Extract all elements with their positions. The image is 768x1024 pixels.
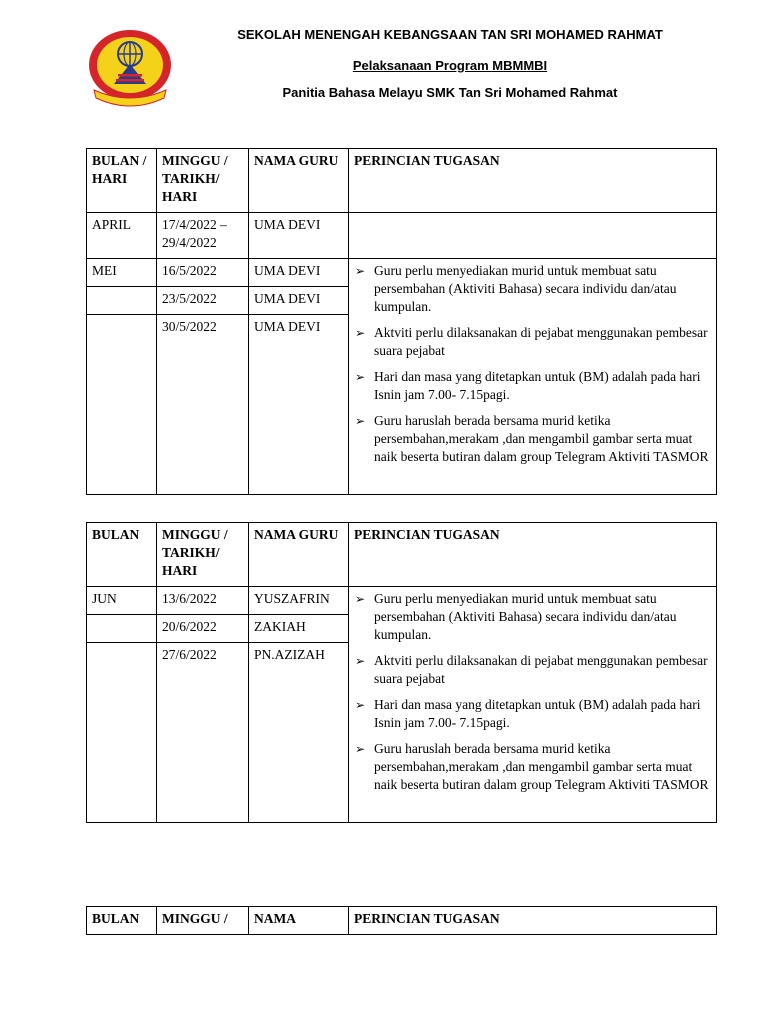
col-header-week: MINGGU / TARIKH/ HARI — [157, 149, 249, 213]
task-item: ➢ Hari dan masa yang ditetapkan untuk (BM) adalah pada hari Isnin jam 7.00- 7.15pagi. — [355, 369, 701, 402]
col-header-task: PERINCIAN TUGASAN — [349, 149, 717, 213]
col-header-month: BULAN — [87, 523, 157, 587]
col-header-teacher: NAMA — [249, 907, 349, 935]
schedule-table-1 — [86, 148, 717, 495]
schedule-table-2 — [86, 522, 717, 823]
task-list — [354, 590, 711, 794]
col-header-teacher: NAMA GURU — [249, 149, 349, 213]
col-header-task: PERINCIAN TUGASAN — [349, 907, 717, 935]
arrow-bullet-icon: ➢ — [355, 370, 366, 384]
arrow-bullet-icon: ➢ — [355, 742, 366, 756]
arrow-bullet-icon: ➢ — [355, 326, 366, 340]
arrow-bullet-icon: ➢ — [355, 654, 366, 668]
panel-title: Panitia Bahasa Melayu SMK Tan Sri Mohamed Rahmat — [282, 85, 618, 100]
teacher-cell: UMA DEVI — [249, 213, 349, 259]
task-item: ➢ Aktviti perlu dilaksanakan di pejabat menggunakan pembesar suara pejabat — [355, 325, 708, 358]
task-item: ➢ Aktviti perlu dilaksanakan di pejabat menggunakan pembesar suara pejabat — [355, 653, 708, 686]
col-header-teacher: NAMA GURU — [249, 523, 349, 587]
table-row — [87, 587, 717, 615]
task-details-cell — [349, 259, 717, 495]
month-cell: APRIL — [87, 213, 157, 259]
month-cell — [87, 315, 157, 495]
date-cell: 13/6/2022 — [157, 587, 249, 615]
arrow-bullet-icon: ➢ — [355, 698, 366, 712]
col-header-week: MINGGU / — [157, 907, 249, 935]
task-list — [354, 262, 711, 466]
table-header-row — [87, 523, 717, 587]
date-cell: 20/6/2022 — [157, 615, 249, 643]
table-header-row — [87, 907, 717, 935]
month-cell — [87, 643, 157, 823]
month-cell — [87, 615, 157, 643]
arrow-bullet-icon: ➢ — [355, 264, 366, 278]
table-header-row — [87, 149, 717, 213]
date-cell: 16/5/2022 — [157, 259, 249, 287]
col-header-task: PERINCIAN TUGASAN — [349, 523, 717, 587]
month-cell — [87, 287, 157, 315]
col-header-month: BULAN — [87, 907, 157, 935]
month-cell: MEI — [87, 259, 157, 287]
task-item: ➢ Hari dan masa yang ditetapkan untuk (BM) adalah pada hari Isnin jam 7.00- 7.15pagi. — [355, 697, 701, 730]
teacher-cell: PN.AZIZAH — [249, 643, 349, 823]
task-item: ➢ Guru haruslah berada bersama murid ketika persembahan,merakam ,dan mengambil gambar serta muat naik beserta butiran dalam group Telegram Aktiviti TASMOR — [355, 741, 709, 792]
task-item: ➢ Guru perlu menyediakan murid untuk membuat satu persembahan (Aktiviti Bahasa) secara individu dan/atau kumpulan. — [355, 591, 677, 642]
task-details-cell — [349, 587, 717, 823]
task-item: ➢ Guru haruslah berada bersama murid ketika persembahan,merakam ,dan mengambil gambar serta muat naik beserta butiran dalam group Telegram Aktiviti TASMOR — [355, 413, 709, 464]
col-header-month: BULAN / HARI — [87, 149, 157, 213]
teacher-cell: ZAKIAH — [249, 615, 349, 643]
schedule-table-3 — [86, 906, 717, 935]
teacher-cell: UMA DEVI — [249, 287, 349, 315]
task-cell — [349, 213, 717, 259]
arrow-bullet-icon: ➢ — [355, 592, 366, 606]
date-cell: 30/5/2022 — [157, 315, 249, 495]
teacher-cell: UMA DEVI — [249, 259, 349, 287]
table-row — [87, 259, 717, 287]
program-title: Pelaksanaan Program MBMMBI — [352, 58, 548, 73]
date-cell: 27/6/2022 — [157, 643, 249, 823]
school-name: SEKOLAH MENENGAH KEBANGSAAN TAN SRI MOHAMED RAHMAT — [237, 27, 663, 42]
task-item: ➢ Guru perlu menyediakan murid untuk membuat satu persembahan (Aktiviti Bahasa) secara individu dan/atau kumpulan. — [355, 263, 677, 314]
arrow-bullet-icon: ➢ — [355, 414, 366, 428]
table-row — [87, 213, 717, 259]
col-header-week: MINGGU / TARIKH/ HARI — [157, 523, 249, 587]
teacher-cell: UMA DEVI — [249, 315, 349, 495]
teacher-cell: YUSZAFRIN — [249, 587, 349, 615]
month-cell: JUN — [87, 587, 157, 615]
date-cell: 23/5/2022 — [157, 287, 249, 315]
date-cell: 17/4/2022 – 29/4/2022 — [157, 213, 249, 259]
